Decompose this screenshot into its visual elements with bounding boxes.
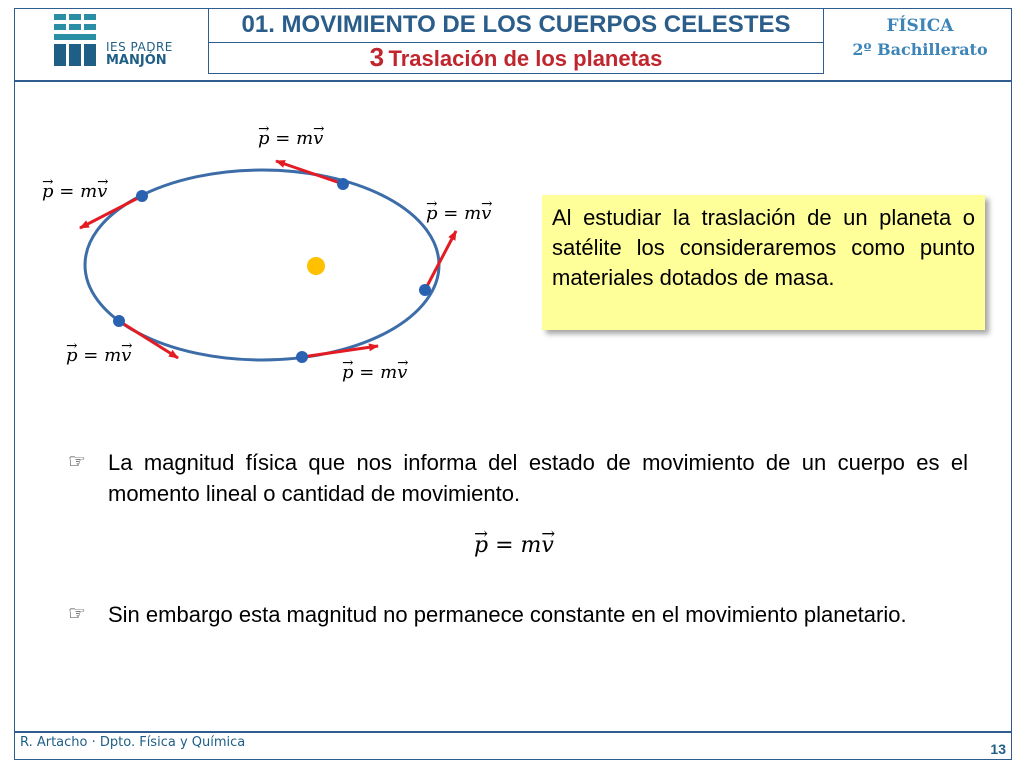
pointing-hand-icon: ☞ (68, 603, 86, 625)
sun (307, 257, 325, 275)
course-name: 2º Bachillerato (852, 40, 988, 59)
momentum-arrow (276, 161, 343, 184)
footer-author: R. Artacho · Dpto. Física y Química (20, 735, 246, 750)
bullet-item (68, 599, 968, 663)
bullet-text: Sin embargo esta magnitud no permanece constante en el movimiento planetario. (108, 602, 907, 627)
formula-label: → p = m→ v (42, 181, 107, 202)
logo-text-line1: IES PADRE (106, 40, 173, 54)
footer-divider (14, 731, 1012, 733)
planet (136, 190, 148, 202)
info-note: Al estudiar la traslación de un planeta o satélite los consideraremos como punto materiales dotados de masa. (542, 195, 985, 330)
bullet-item (68, 447, 968, 511)
formula-label: → p = m→ v (426, 203, 491, 224)
page-title: 01. MOVIMIENTO DE LOS CUERPOS CELESTES (208, 8, 824, 43)
page-number: 13 (990, 741, 1006, 757)
planet (337, 178, 349, 190)
formula-label: → p = m→ v (66, 345, 131, 366)
formula-label: → p = m→ v (258, 128, 323, 149)
logo-text-line2: MANJÓN (106, 53, 167, 68)
planet (113, 315, 125, 327)
subject-name: FÍSICA (886, 16, 954, 36)
section-title-text: Traslación de los planetas (388, 46, 663, 71)
pointing-hand-icon: ☞ (68, 451, 86, 473)
momentum-arrow (425, 231, 456, 290)
central-formula: → p = m→ v (474, 533, 554, 558)
planet (296, 351, 308, 363)
section-number: 3 (369, 42, 385, 72)
momentum-arrow (302, 346, 378, 357)
bullet-text: La magnitud física que nos informa del estado de movimiento de un cuerpo es el momento lineal o cantidad de movimiento. (108, 450, 968, 506)
formula-label: → p = m→ v (342, 362, 407, 383)
planet (419, 284, 431, 296)
